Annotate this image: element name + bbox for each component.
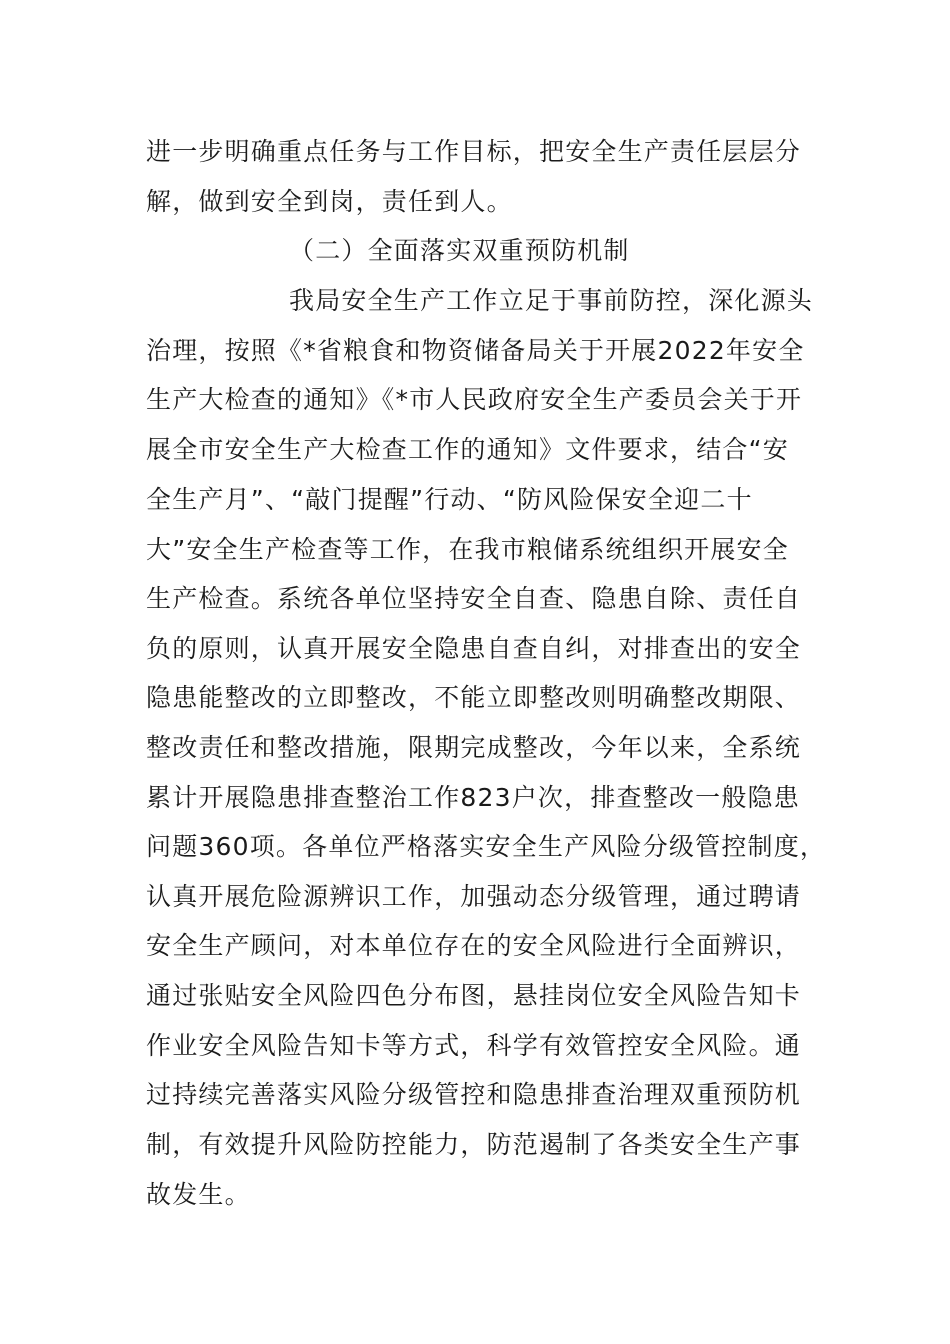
paragraph-line: 生产大检查的通知》《*市人民政府安全生产委员会关于开 xyxy=(146,385,803,414)
paragraph-line: 全生产月”、“敲门提醒”行动、“防风险保安全迎二十 xyxy=(146,485,753,514)
paragraph-line: 故发生。 xyxy=(146,1180,251,1209)
paragraph-line: 负的原则，认真开展安全隐患自查自纠，对排查出的安全 xyxy=(146,634,802,663)
paragraph-line: 制，有效提升风险防控能力，防范遏制了各类安全生产事 xyxy=(146,1130,802,1159)
paragraph-line: 解，做到安全到岗，责任到人。 xyxy=(146,187,513,216)
paragraph-line: 大”安全生产检查等工作，在我市粮储系统组织开展安全 xyxy=(146,535,789,564)
paragraph-line: 展全市安全生产大检查工作的通知》文件要求，结合“安 xyxy=(146,435,789,464)
paragraph-line: 认真开展危险源辨识工作，加强动态分级管理，通过聘请 xyxy=(146,882,802,911)
paragraph-line: 问题360项。各单位严格落实安全生产风险分级管控制度， xyxy=(146,832,827,861)
paragraph-line: 治理，按照《*省粮食和物资储备局关于开展2022年安全 xyxy=(146,336,805,365)
paragraph-line: 隐患能整改的立即整改，不能立即整改则明确整改期限、 xyxy=(146,683,802,712)
paragraph-line: 整改责任和整改措施，限期完成整改，今年以来，全系统 xyxy=(146,733,802,762)
paragraph-line: 我局安全生产工作立足于事前防控，深化源头 xyxy=(289,286,814,315)
paragraph-line: 进一步明确重点任务与工作目标，把安全生产责任层层分 xyxy=(146,137,802,166)
paragraph-line: 过持续完善落实风险分级管控和隐患排查治理双重预防机 xyxy=(146,1080,802,1109)
paragraph-line: 作业安全风险告知卡等方式，科学有效管控安全风险。通 xyxy=(146,1031,802,1060)
section-heading: （二）全面落实双重预防机制 xyxy=(289,236,630,265)
paragraph-line: 通过张贴安全风险四色分布图，悬挂岗位安全风险告知卡 xyxy=(146,981,802,1010)
paragraph-line: 生产检查。系统各单位坚持安全自查、隐患自除、责任自 xyxy=(146,584,802,613)
paragraph-line: 安全生产顾问，对本单位存在的安全风险进行全面辨识， xyxy=(146,931,802,960)
paragraph-line: 累计开展隐患排查整治工作823户次，排查整改一般隐患 xyxy=(146,783,800,812)
